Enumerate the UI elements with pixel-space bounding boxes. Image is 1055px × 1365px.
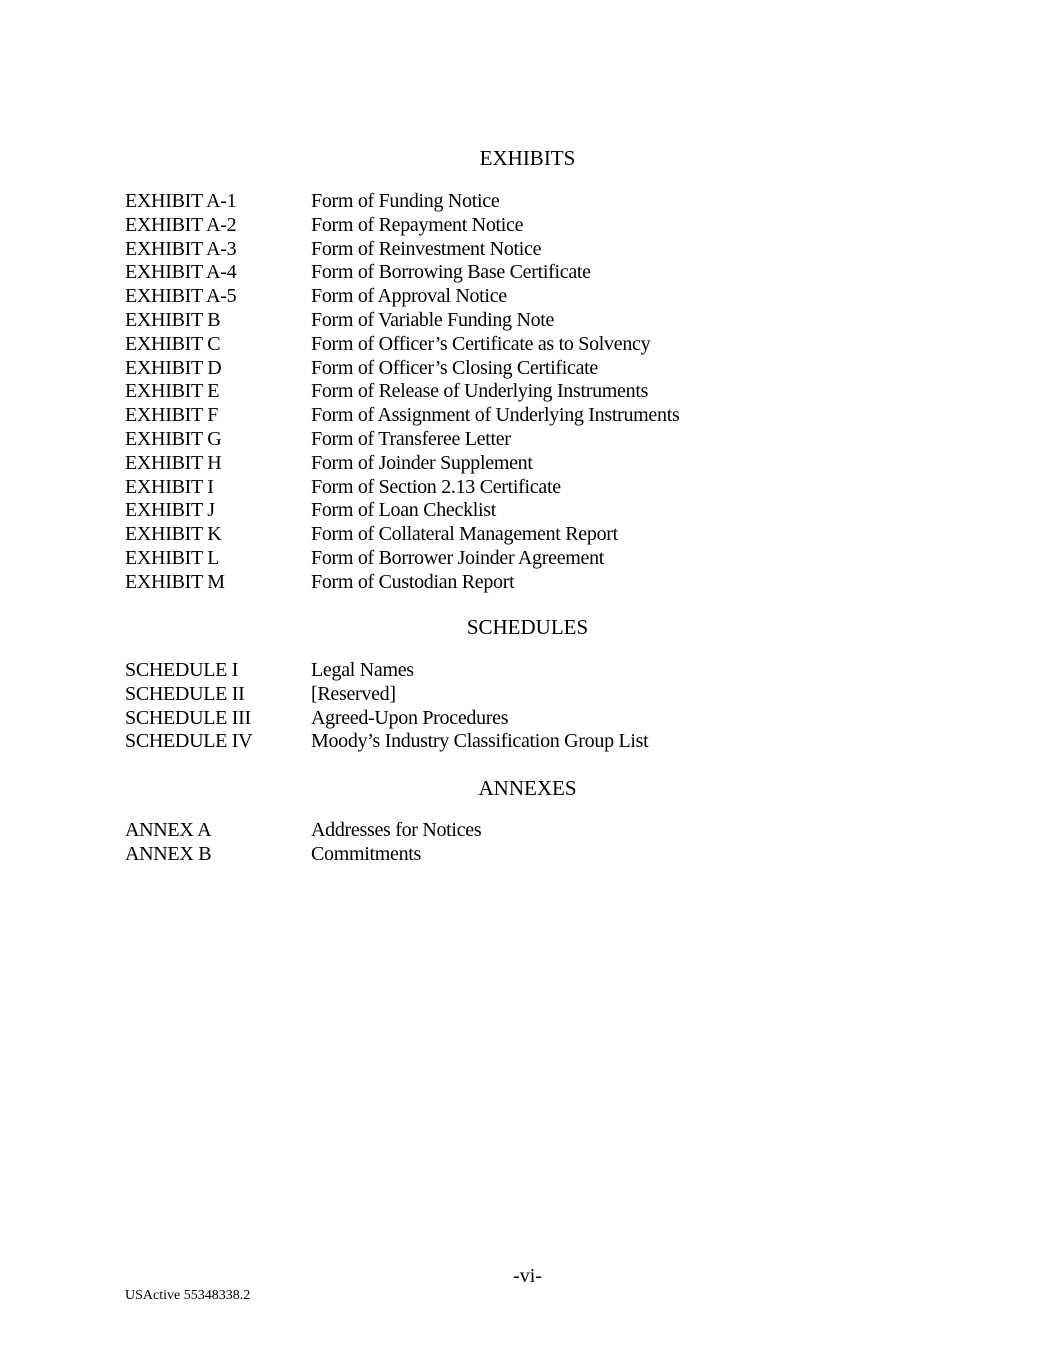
exhibit-description: Form of Variable Funding Note bbox=[311, 308, 555, 331]
list-item bbox=[125, 238, 825, 262]
annexes-list bbox=[125, 819, 825, 867]
exhibit-code: EXHIBIT C bbox=[125, 332, 221, 355]
exhibit-code: EXHIBIT K bbox=[125, 523, 222, 546]
schedule-description: Agreed-Upon Procedures bbox=[311, 706, 509, 729]
schedule-code: SCHEDULE IV bbox=[125, 730, 253, 753]
list-item bbox=[125, 380, 825, 404]
list-item bbox=[125, 523, 825, 547]
exhibit-code: EXHIBIT J bbox=[125, 499, 215, 522]
exhibit-description: Form of Approval Notice bbox=[311, 285, 507, 308]
list-item bbox=[125, 428, 825, 452]
schedule-code: SCHEDULE III bbox=[125, 706, 251, 729]
list-item bbox=[125, 499, 825, 523]
exhibit-code: EXHIBIT F bbox=[125, 404, 219, 427]
list-item bbox=[125, 683, 825, 707]
exhibit-description: Form of Officer’s Certificate as to Solvency bbox=[311, 332, 651, 355]
list-item bbox=[125, 707, 825, 731]
list-item bbox=[125, 730, 825, 754]
list-item bbox=[125, 476, 825, 500]
exhibit-description: Form of Loan Checklist bbox=[311, 499, 497, 522]
list-item bbox=[125, 333, 825, 357]
list-item bbox=[125, 659, 825, 683]
exhibit-code: EXHIBIT A-1 bbox=[125, 190, 237, 212]
exhibit-code: EXHIBIT A-4 bbox=[125, 261, 237, 284]
exhibit-code: EXHIBIT H bbox=[125, 451, 222, 474]
exhibit-description: Form of Custodian Report bbox=[311, 570, 515, 593]
exhibit-description: Form of Repayment Notice bbox=[311, 213, 524, 236]
exhibit-code: EXHIBIT L bbox=[125, 546, 220, 569]
list-item bbox=[125, 819, 825, 843]
exhibit-description: Form of Release of Underlying Instruments bbox=[311, 380, 649, 403]
schedules-heading-text: SCHEDULES bbox=[466, 615, 589, 639]
document-id: USActive 55348338.2 bbox=[125, 1288, 251, 1303]
schedule-description: Legal Names bbox=[311, 659, 414, 681]
exhibit-description: Form of Officer’s Closing Certificate bbox=[311, 356, 598, 379]
schedule-description: Moody’s Industry Classification Group List bbox=[311, 730, 649, 753]
exhibit-code: EXHIBIT A-5 bbox=[125, 285, 237, 308]
list-item bbox=[125, 261, 825, 285]
list-item bbox=[125, 285, 825, 309]
exhibit-description: Form of Transferee Letter bbox=[311, 427, 511, 450]
list-item bbox=[125, 571, 825, 595]
list-item bbox=[125, 190, 825, 214]
annex-description: Commitments bbox=[311, 842, 422, 865]
exhibit-description: Form of Assignment of Underlying Instruments bbox=[311, 404, 680, 427]
annex-description: Addresses for Notices bbox=[311, 819, 482, 841]
list-item bbox=[125, 357, 825, 381]
exhibit-code: EXHIBIT B bbox=[125, 308, 221, 331]
exhibit-code: EXHIBIT A-2 bbox=[125, 213, 237, 236]
exhibit-description: Form of Collateral Management Report bbox=[311, 523, 618, 546]
annexes-heading bbox=[0, 776, 1055, 800]
exhibits-heading bbox=[0, 146, 1055, 170]
list-item bbox=[125, 214, 825, 238]
list-item bbox=[125, 309, 825, 333]
list-item bbox=[125, 843, 825, 867]
schedule-description: [Reserved] bbox=[311, 682, 396, 705]
list-item bbox=[125, 452, 825, 476]
page-number: -vi- bbox=[513, 1265, 542, 1287]
exhibits-list bbox=[125, 190, 825, 595]
exhibit-description: Form of Section 2.13 Certificate bbox=[311, 475, 561, 498]
exhibit-description: Form of Joinder Supplement bbox=[311, 451, 533, 474]
schedules-list bbox=[125, 659, 825, 754]
list-item bbox=[125, 404, 825, 428]
exhibit-code: EXHIBIT E bbox=[125, 380, 220, 403]
schedules-heading bbox=[0, 615, 1055, 639]
exhibit-code: EXHIBIT I bbox=[125, 475, 214, 498]
list-item bbox=[125, 547, 825, 571]
exhibit-description: Form of Funding Notice bbox=[311, 190, 500, 212]
exhibit-description: Form of Borrowing Base Certificate bbox=[311, 261, 591, 284]
exhibit-code: EXHIBIT M bbox=[125, 570, 225, 593]
exhibit-description: Form of Reinvestment Notice bbox=[311, 237, 542, 260]
exhibit-description: Form of Borrower Joinder Agreement bbox=[311, 546, 605, 569]
exhibit-code: EXHIBIT D bbox=[125, 356, 222, 379]
annexes-heading-text: ANNEXES bbox=[478, 776, 577, 800]
schedule-code: SCHEDULE I bbox=[125, 659, 239, 681]
schedule-code: SCHEDULE II bbox=[125, 682, 245, 705]
exhibit-code: EXHIBIT G bbox=[125, 427, 222, 450]
exhibits-heading-text: EXHIBITS bbox=[479, 146, 576, 170]
annex-code: ANNEX B bbox=[125, 842, 212, 865]
exhibit-code: EXHIBIT A-3 bbox=[125, 237, 237, 260]
annex-code: ANNEX A bbox=[125, 819, 212, 841]
